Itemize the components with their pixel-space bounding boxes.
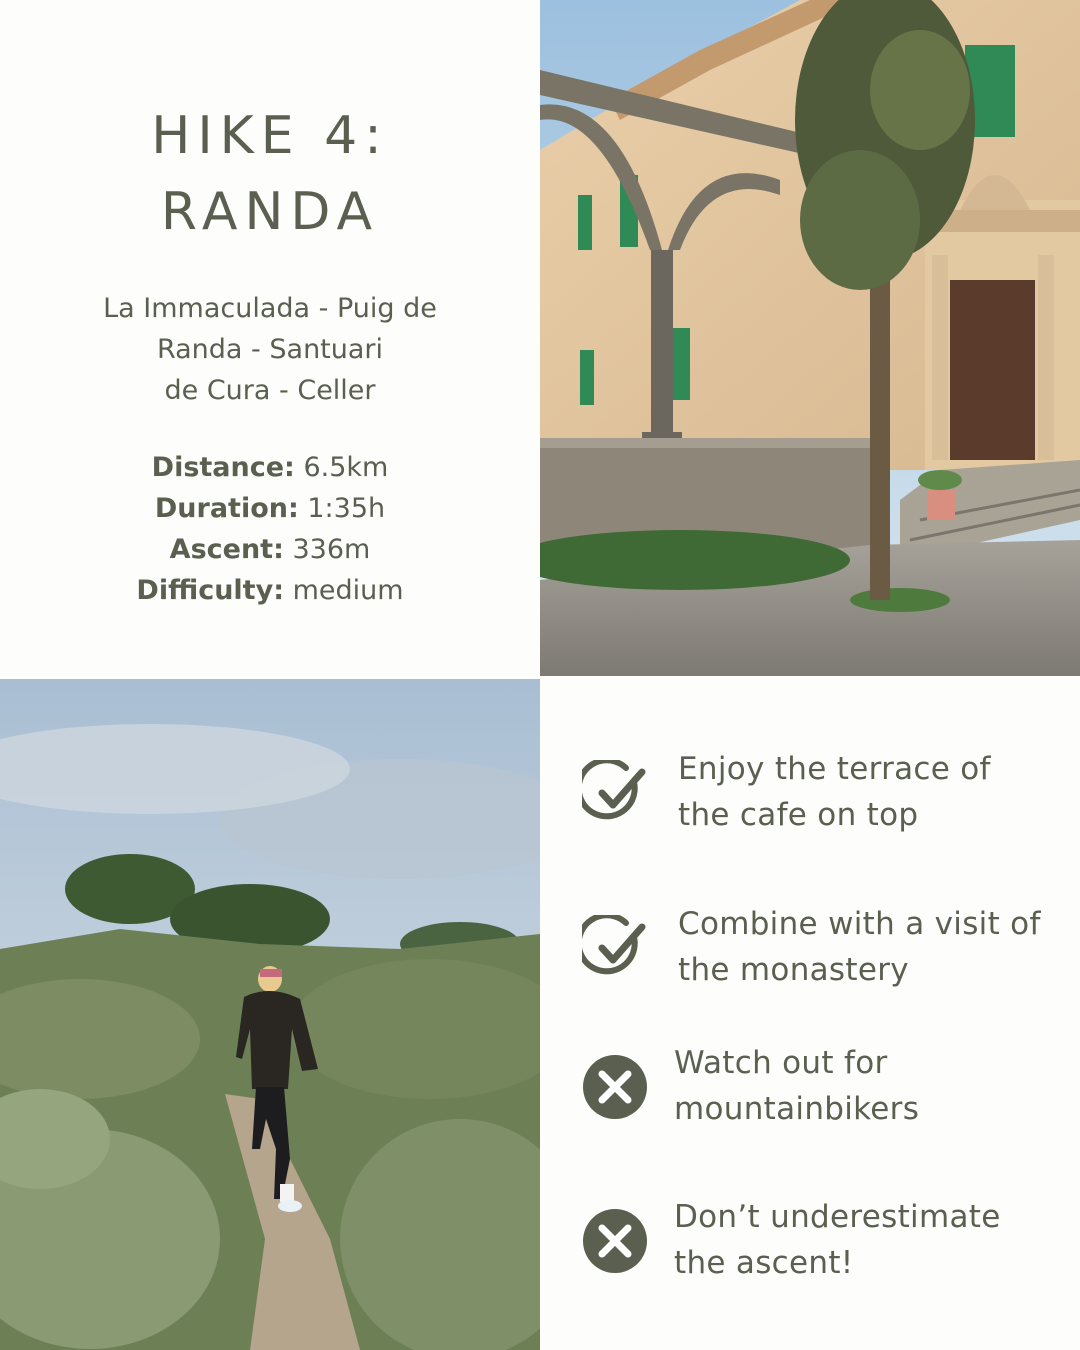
stat-value: 336m — [292, 534, 371, 565]
check-circle-icon — [582, 760, 648, 826]
stat-label: Distance: — [151, 452, 295, 483]
stat-label: Difficulty: — [136, 575, 284, 606]
monastery-photo — [540, 0, 1080, 676]
route-line: de Cura - Celler — [164, 375, 376, 406]
stat-label: Ascent: — [169, 534, 284, 565]
stat-distance — [0, 452, 540, 483]
stat-value: 6.5km — [303, 452, 389, 483]
hiker-illustration — [0, 679, 540, 1350]
tip-text-line: mountainbikers — [674, 1091, 920, 1127]
tips-panel — [540, 676, 1080, 1350]
hike-title-line-1: HIKE 4: — [151, 106, 389, 166]
tip-text — [674, 1040, 919, 1132]
hiker-trail-photo — [0, 679, 540, 1350]
tip-text-line: Watch out for — [674, 1045, 888, 1081]
tip-text-line: Enjoy the terrace of — [678, 751, 991, 787]
stat-duration — [0, 493, 540, 524]
stat-value: medium — [292, 575, 404, 606]
check-circle-icon — [582, 915, 648, 981]
stat-difficulty — [0, 575, 540, 606]
stat-ascent — [0, 534, 540, 565]
hike-info-panel — [0, 0, 540, 676]
tip-text-line: the ascent! — [674, 1245, 854, 1281]
tip-text — [678, 901, 1041, 993]
tip-text-line: the cafe on top — [678, 797, 919, 833]
monastery-illustration — [540, 0, 1080, 676]
tip-text-line: the monastery — [678, 952, 909, 988]
tip-text-line: Combine with a visit of — [678, 906, 1041, 942]
hike-title-line-2: RANDA — [160, 182, 380, 242]
tip-text — [674, 1194, 1001, 1286]
tip-text-line: Don’t underestimate — [674, 1199, 1001, 1235]
route-line: La Immaculada - Puig de — [103, 293, 437, 324]
x-circle-icon — [582, 1208, 648, 1274]
stat-label: Duration: — [154, 493, 299, 524]
x-circle-icon — [582, 1054, 648, 1120]
stat-value: 1:35h — [307, 493, 386, 524]
route-line: Randa - Santuari — [156, 334, 384, 365]
tip-text — [678, 746, 991, 838]
